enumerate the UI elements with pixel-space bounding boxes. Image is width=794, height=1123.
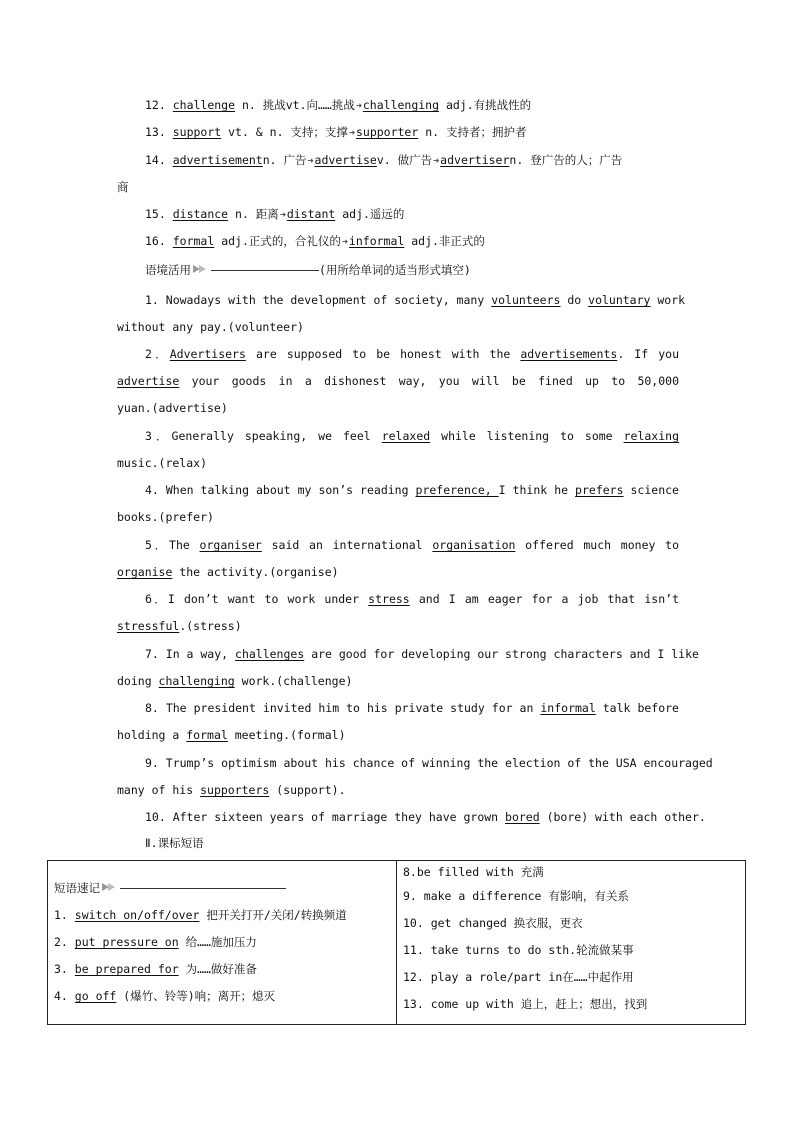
- phrase-item: 1. switch on/off/over 把开关打开/关闭/转换频道: [54, 908, 347, 922]
- phrase-item: 9. make a difference 有影响，有关系: [403, 889, 629, 903]
- vocab-item-16: 16. formal adj.正式的，合礼仪的➜informal adj.非正式的: [145, 233, 679, 251]
- phrase-item: 2. put pressure on 给……施加压力: [54, 935, 257, 949]
- answer: relaxing: [623, 429, 679, 443]
- phrase-item: 10. get changed 换衣服，更衣: [403, 916, 583, 930]
- exercise-1-line-2: without any pay.(volunteer): [117, 320, 304, 334]
- phrase-table-left: [48, 861, 397, 1025]
- section-2-title: Ⅱ.课标短语: [145, 836, 204, 850]
- vocab-item-14-continued: 商: [117, 180, 129, 194]
- vocab-word: distance: [172, 207, 229, 221]
- vocab-item-15: 15. distance n. 距离➜distant adj.遥远的: [145, 206, 679, 224]
- answer: advertise: [117, 374, 180, 388]
- answer: volunteers: [491, 293, 561, 307]
- arrow-right-icon: ➜: [341, 237, 348, 248]
- exercise-6-line-2: stressful.(stress): [117, 619, 242, 633]
- phrase-item: 13. come up with 追上，赶上；想出，找到: [403, 997, 648, 1011]
- exercise-4-line-1: 4. When talking about my son’s reading preference, I think he prefers science: [145, 483, 679, 497]
- answer: relaxed: [381, 429, 431, 443]
- phrase-list-header: 短语速记: [54, 875, 390, 902]
- answer: bored: [505, 810, 540, 824]
- vocab-word: advertiser: [440, 153, 510, 167]
- exercise-5-line-2: organise the activity.(organise): [117, 565, 339, 579]
- phrase-item: 11. take turns to do sth.轮流做某事: [403, 943, 634, 957]
- section-rule: [120, 888, 286, 889]
- vocab-word: challenge: [172, 98, 236, 112]
- exercise-8-line-1: 8. The president invited him to his private study for an informal talk before: [145, 701, 679, 715]
- answer: challenging: [158, 674, 235, 688]
- answer: challenges: [235, 647, 305, 661]
- phrase-item: 3. be prepared for 为……做好准备: [54, 962, 257, 976]
- exercise-6-line-1: 6．I don’t want to work under stress and I am eager for a job that isn’t: [145, 592, 679, 606]
- vocab-word: advertise: [314, 153, 377, 167]
- exercise-9-line-2: many of his supporters (support).: [117, 783, 346, 797]
- phrase-table-right: [397, 861, 746, 1025]
- section-title: 语境活用: [145, 263, 191, 277]
- vocab-word: informal: [348, 234, 405, 248]
- exercise-7-line-2: doing challenging work.(challenge): [117, 674, 353, 688]
- section-note: (用所给单词的适当形式填空): [319, 263, 471, 277]
- vocab-word: support: [172, 125, 222, 139]
- exercise-2-line-2: advertise your goods in a dishonest way, you will be fined up to 50,000: [117, 374, 679, 388]
- exercise-3-line-2: music.(relax): [117, 456, 208, 470]
- phrase-item: 4. go off (爆竹、铃等)响；离开；熄灭: [54, 989, 276, 1003]
- vocab-word: advertisement: [172, 153, 263, 167]
- answer: formal: [186, 728, 228, 742]
- phrase-item: 8.be filled with 充满: [403, 865, 544, 879]
- usage-section-header: [145, 262, 679, 278]
- answer: prefers: [575, 483, 624, 497]
- vocab-item-13: 13. support vt. & n. 支持；支撑➜supporter n. 支持者；拥护者: [145, 124, 679, 142]
- vocab-item-12: 12. challenge n. 挑战vt.向……挑战➜challenging adj.有挑战性的: [145, 97, 679, 115]
- answer: advertisements: [520, 347, 618, 361]
- phrase-item: 12. play a role/part in在……中起作用: [403, 970, 634, 984]
- exercise-3-line-1: 3．Generally speaking, we feel relaxed while listening to some relaxing: [145, 429, 679, 443]
- vocab-word: formal: [172, 234, 215, 248]
- exercise-8-line-2: holding a formal meeting.(formal): [117, 728, 346, 742]
- exercise-1-line-1: 1. Nowadays with the development of society, many volunteers do voluntary work: [145, 293, 686, 307]
- answer: stressful: [117, 619, 180, 633]
- answer: organisation: [432, 538, 516, 552]
- arrow-right-icon: ➜: [433, 156, 440, 167]
- vocab-word: challenging: [362, 98, 440, 112]
- exercise-4-line-2: books.(prefer): [117, 510, 214, 524]
- arrow-right-icon: ➜: [348, 128, 355, 139]
- double-arrow-icon: [102, 881, 118, 893]
- arrow-right-icon: ➜: [355, 101, 362, 112]
- exercise-10-line-1: 10. After sixteen years of marriage they have grown bored (bore) with each other.: [145, 810, 706, 824]
- answer: voluntary: [588, 293, 651, 307]
- vocab-item-14: 14. advertisementn. 广告➜advertisev. 做广告➜advertisern. 登广告的人；广告: [145, 152, 679, 170]
- vocab-word: supporter: [355, 125, 419, 139]
- exercise-7-line-1: 7. In a way, challenges are good for developing our strong characters and I like: [145, 647, 699, 661]
- answer: stress: [368, 592, 410, 606]
- double-arrow-icon: [193, 263, 209, 275]
- exercise-9-line-1: 9. Trump’s optimism about his chance of winning the election of the USA encouraged: [145, 756, 713, 770]
- answer: organiser: [199, 538, 262, 552]
- exercise-2-line-3: yuan.(advertise): [117, 401, 228, 415]
- answer: organise: [117, 565, 173, 579]
- section-rule: [211, 270, 319, 271]
- exercise-5-line-1: 5．The organiser said an international organisation offered much money to: [145, 538, 679, 552]
- arrow-right-icon: ➜: [307, 156, 314, 167]
- exercise-2-line-1: 2．Advertisers are supposed to be honest with the advertisements. If you: [145, 347, 680, 361]
- answer: Advertisers: [169, 347, 246, 361]
- arrow-right-icon: ➜: [279, 210, 286, 221]
- answer: supporters: [200, 783, 270, 797]
- answer: informal: [540, 701, 596, 715]
- vocab-word: distant: [286, 207, 336, 221]
- phrase-table: [47, 860, 746, 1025]
- answer: preference,: [415, 483, 499, 497]
